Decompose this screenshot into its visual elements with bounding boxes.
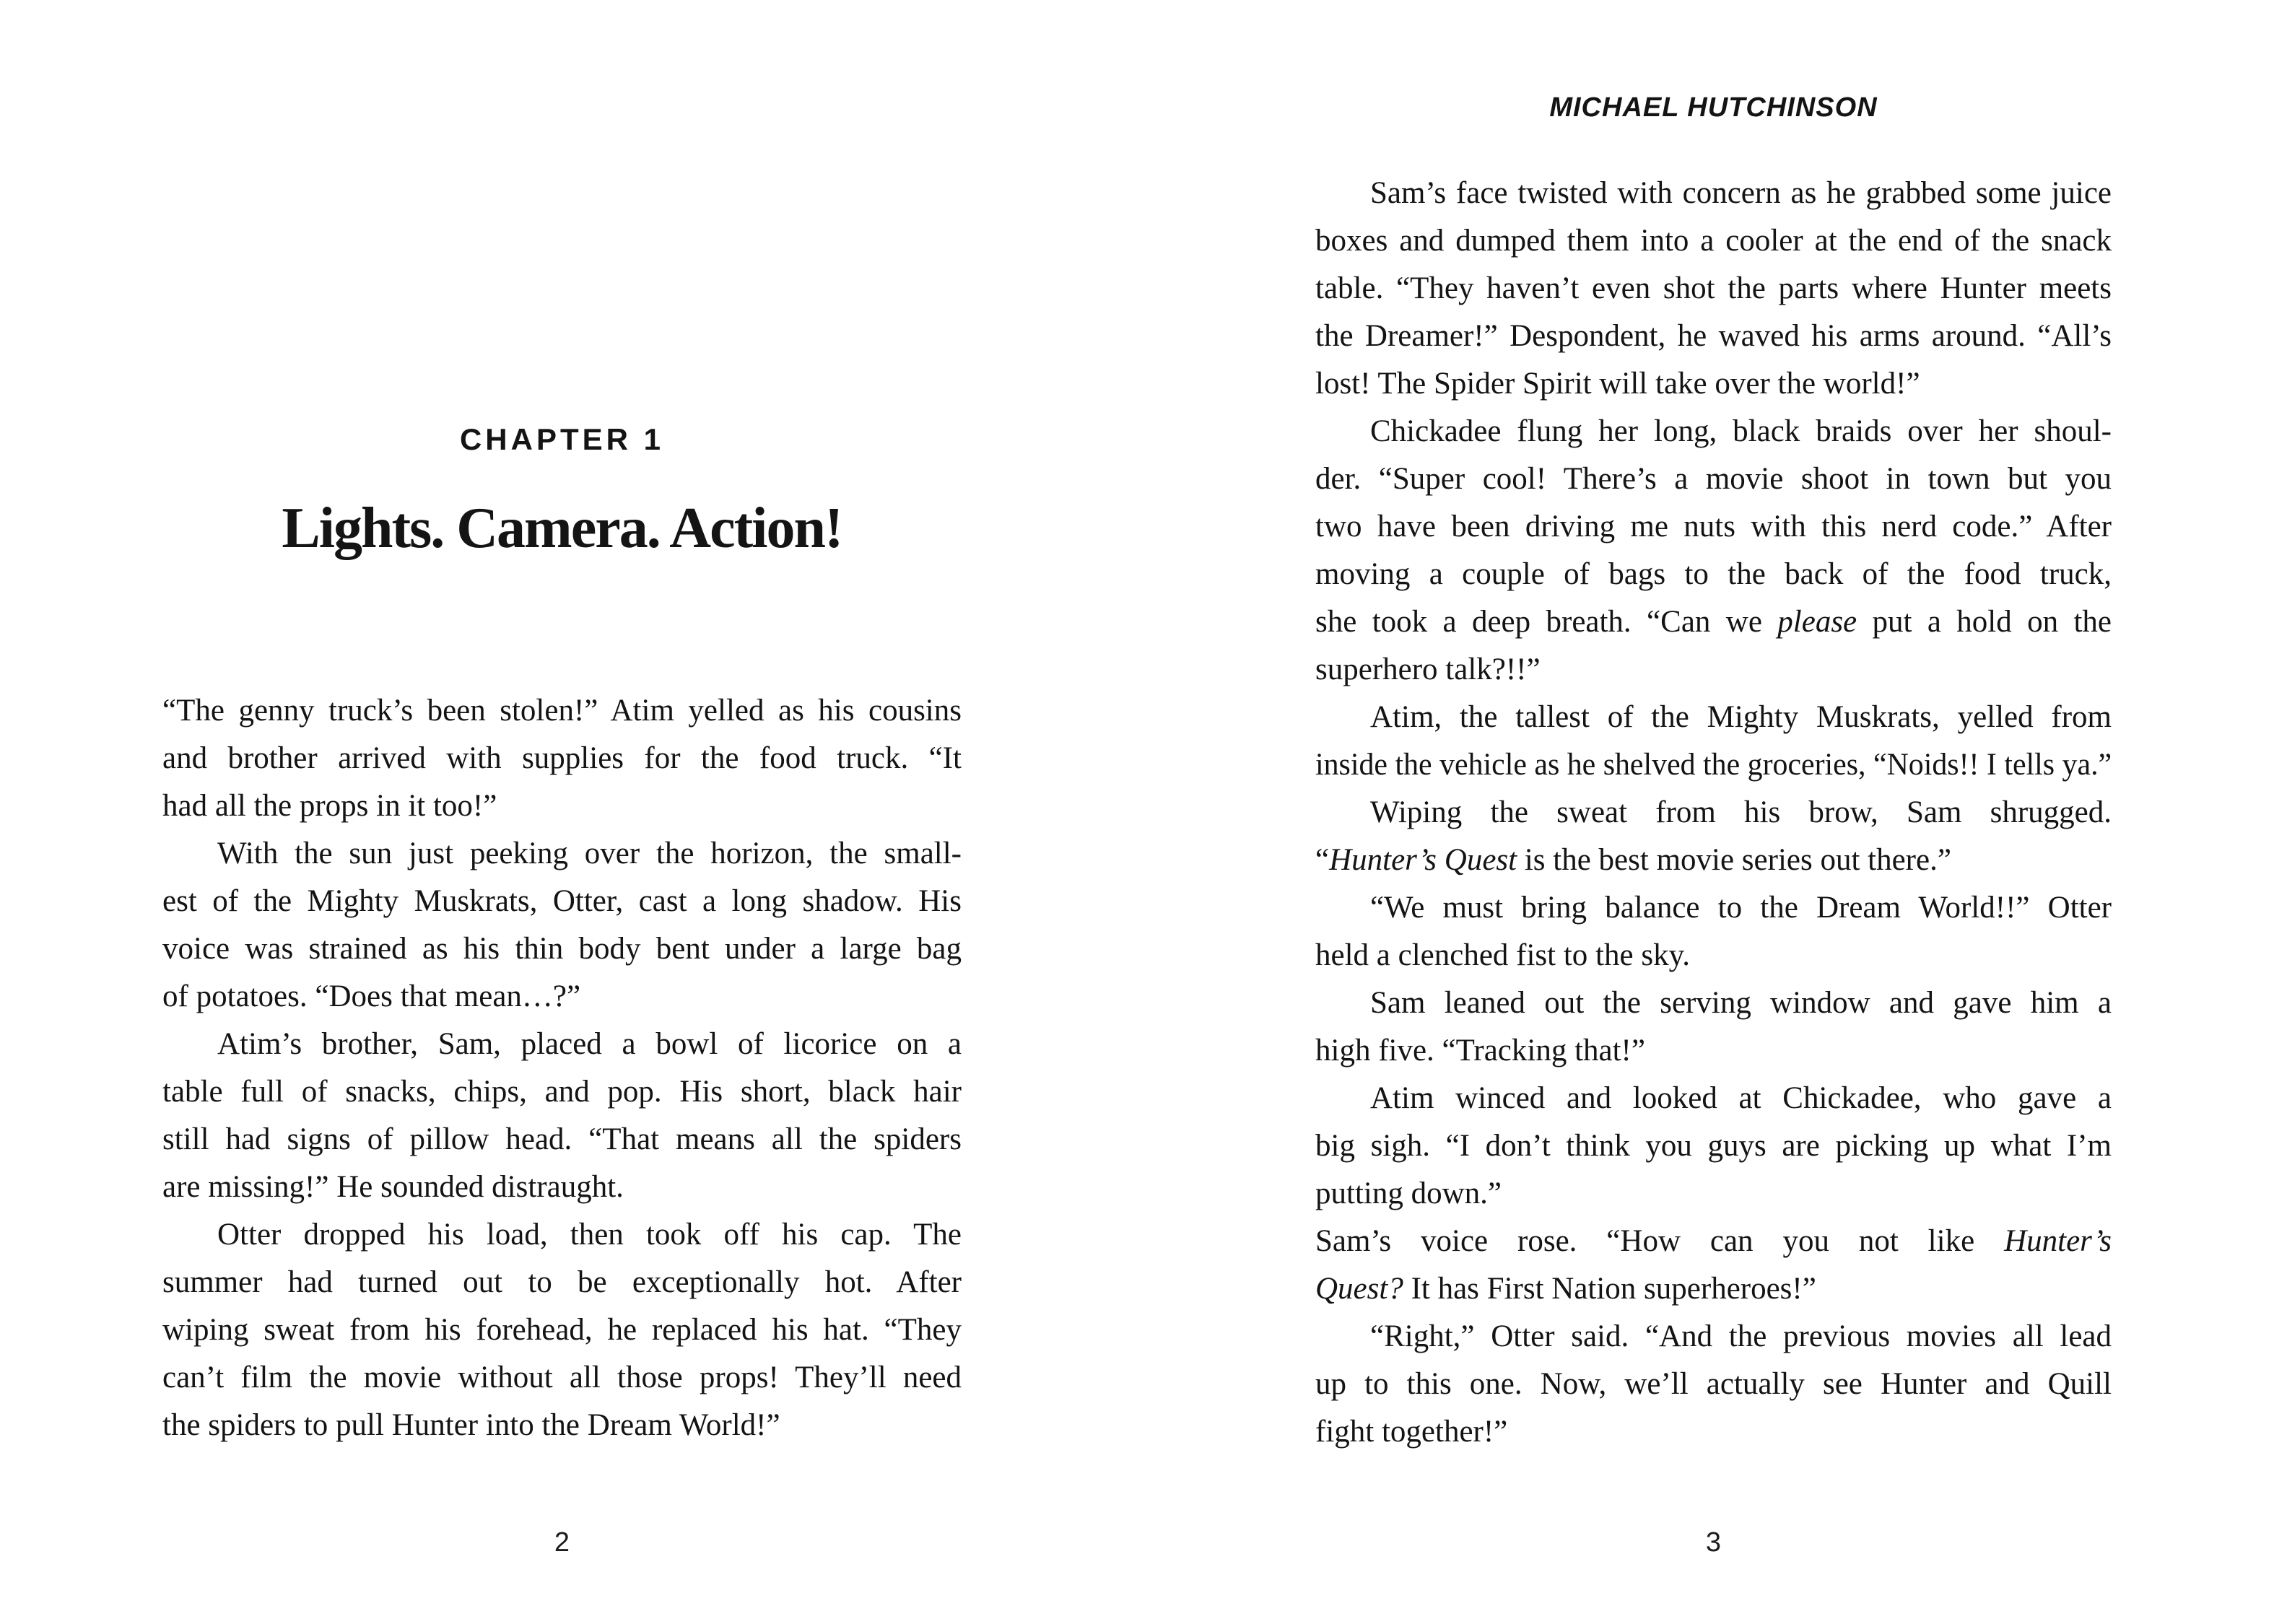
text-line <box>1315 551 2112 598</box>
italic-text: Quest? <box>1315 1272 1403 1306</box>
text-line <box>1315 1170 2112 1218</box>
text-line <box>162 1068 962 1116</box>
text-line <box>1315 313 2112 360</box>
text-line <box>162 1116 962 1164</box>
text-line <box>1315 455 2112 503</box>
text: Atim, the tallest of the Mighty Muskrats, yelled from <box>1370 700 2112 734</box>
text: the Dreamer!” Despondent, he waved his arms around. “All’s <box>1315 319 2112 353</box>
text: had all the props in it too!” <box>162 789 497 823</box>
text: high five. “Tracking that!” <box>1315 1034 1645 1068</box>
page-number-left: 2 <box>554 1527 570 1558</box>
text-line <box>1315 1122 2112 1170</box>
text: “ <box>1315 843 1330 877</box>
text: voice was strained as his thin body bent under a large bag <box>162 932 962 966</box>
text-line <box>162 973 962 1021</box>
text: summer had turned out to be exceptionally hot. After <box>162 1265 962 1299</box>
text-line <box>1315 217 2112 265</box>
text: still had signs of pillow head. “That means all the spiders <box>162 1122 962 1156</box>
text: is the best movie series out there.” <box>1517 843 1951 877</box>
running-header: MICHAEL HUTCHINSON <box>1549 92 1878 123</box>
text-line <box>1315 1361 2112 1408</box>
text-line <box>1315 1265 2112 1313</box>
text: big sigh. “I don’t think you guys are picking up what I’m <box>1315 1129 2112 1163</box>
text: she took a deep breath. “Can we <box>1315 605 1778 639</box>
text-line <box>162 687 962 735</box>
text-line <box>1315 1313 2112 1361</box>
text: two have been driving me nuts with this nerd code.” After <box>1315 510 2112 543</box>
text: and brother arrived with supplies for the food truck. “It <box>162 741 962 775</box>
text: Wiping the sweat from his brow, Sam shrugged. <box>1370 795 2112 829</box>
italic-text: please <box>1777 605 1857 639</box>
text: Otter dropped his load, then took off his cap. The <box>217 1218 962 1252</box>
text-line <box>162 782 962 830</box>
text-line <box>1315 979 2112 1027</box>
text: Sam leaned out the serving window and gave him a <box>1370 986 2112 1020</box>
chapter-title: Lights. Camera. Action! <box>282 497 842 560</box>
page-number-right: 3 <box>1705 1527 1722 1558</box>
text-line <box>1315 503 2112 551</box>
text-line <box>1315 265 2112 313</box>
text-line <box>162 925 962 973</box>
text: “We must bring balance to the Dream World!!” Otter <box>1370 891 2112 925</box>
italic-text: Hunter’s Quest <box>1329 843 1517 877</box>
text: lost! The Spider Spirit will take over the world!” <box>1315 367 1920 401</box>
text: moving a couple of bags to the back of the food truck, <box>1315 557 2112 591</box>
text-line <box>1315 884 2112 932</box>
text: are missing!” He sounded distraught. <box>162 1170 624 1204</box>
text: der. “Super cool! There’s a movie shoot in town but you <box>1315 462 2112 496</box>
text: It has First Nation superheroes!” <box>1403 1272 1816 1306</box>
text: Atim winced and looked at Chickadee, who gave a <box>1370 1081 2112 1115</box>
text-line <box>162 1164 962 1211</box>
text: up to this one. Now, we’ll actually see Hunter and Quill <box>1315 1367 2112 1401</box>
text-line <box>1315 932 2112 979</box>
text: superhero talk?!!” <box>1315 652 1541 686</box>
left-page-body-text <box>162 687 962 1449</box>
text: boxes and dumped them into a cooler at the end of the snack <box>1315 224 2112 258</box>
right-page-body-text <box>1315 170 2112 1456</box>
text: Atim’s brother, Sam, placed a bowl of licorice on a <box>217 1027 962 1061</box>
text-line <box>162 830 962 878</box>
text: “The genny truck’s been stolen!” Atim yelled as his cousins <box>162 694 962 728</box>
text: wiping sweat from his forehead, he replaced his hat. “They <box>162 1313 962 1347</box>
text: the spiders to pull Hunter into the Dream World!” <box>162 1408 780 1442</box>
text: inside the vehicle as he shelved the groceries, “Noids!! I tells ya.” <box>1315 748 2112 782</box>
text-line <box>1315 1027 2112 1075</box>
chapter-label: CHAPTER 1 <box>459 422 665 456</box>
text: With the sun just peeking over the horizon, the small- <box>217 837 962 870</box>
text: putting down.” <box>1315 1176 1502 1210</box>
text-line <box>1315 646 2112 694</box>
text-line <box>162 1211 962 1259</box>
text-line <box>1315 170 2112 217</box>
text-line <box>162 1021 962 1068</box>
text-line <box>1315 360 2112 408</box>
text-line <box>162 1306 962 1354</box>
text: Chickadee flung her long, black braids over her shoul- <box>1370 414 2112 448</box>
text-line <box>162 1402 962 1449</box>
text: Sam’s voice rose. “How can you not like <box>1315 1224 2005 1258</box>
text: fight together!” <box>1315 1415 1508 1449</box>
text: Sam’s face twisted with concern as he grabbed some juice <box>1370 176 2112 210</box>
text-line <box>1315 694 2112 741</box>
text: table full of snacks, chips, and pop. His short, black hair <box>162 1075 962 1109</box>
text: table. “They haven’t even shot the parts where Hunter meets <box>1315 271 2112 305</box>
text-line <box>1315 837 2112 884</box>
text: put a hold on the <box>1857 605 2112 639</box>
text-line <box>1315 408 2112 455</box>
text: “Right,” Otter said. “And the previous movies all lead <box>1370 1319 2112 1353</box>
text-line <box>162 735 962 782</box>
text-line <box>1315 598 2112 646</box>
text-line <box>1315 1218 2112 1265</box>
text-line <box>1315 741 2112 789</box>
text: held a clenched fist to the sky. <box>1315 938 1691 972</box>
text: of potatoes. “Does that mean…?” <box>162 979 581 1013</box>
italic-text: Hunter’s <box>2004 1224 2112 1258</box>
text-line <box>162 1259 962 1306</box>
text-line <box>1315 789 2112 837</box>
text: est of the Mighty Muskrats, Otter, cast a long shadow. His <box>162 884 962 918</box>
text: can’t film the movie without all those props! They’ll need <box>162 1361 962 1394</box>
text-line <box>1315 1075 2112 1122</box>
text-line <box>162 878 962 925</box>
text-line <box>1315 1408 2112 1456</box>
text-line <box>162 1354 962 1402</box>
